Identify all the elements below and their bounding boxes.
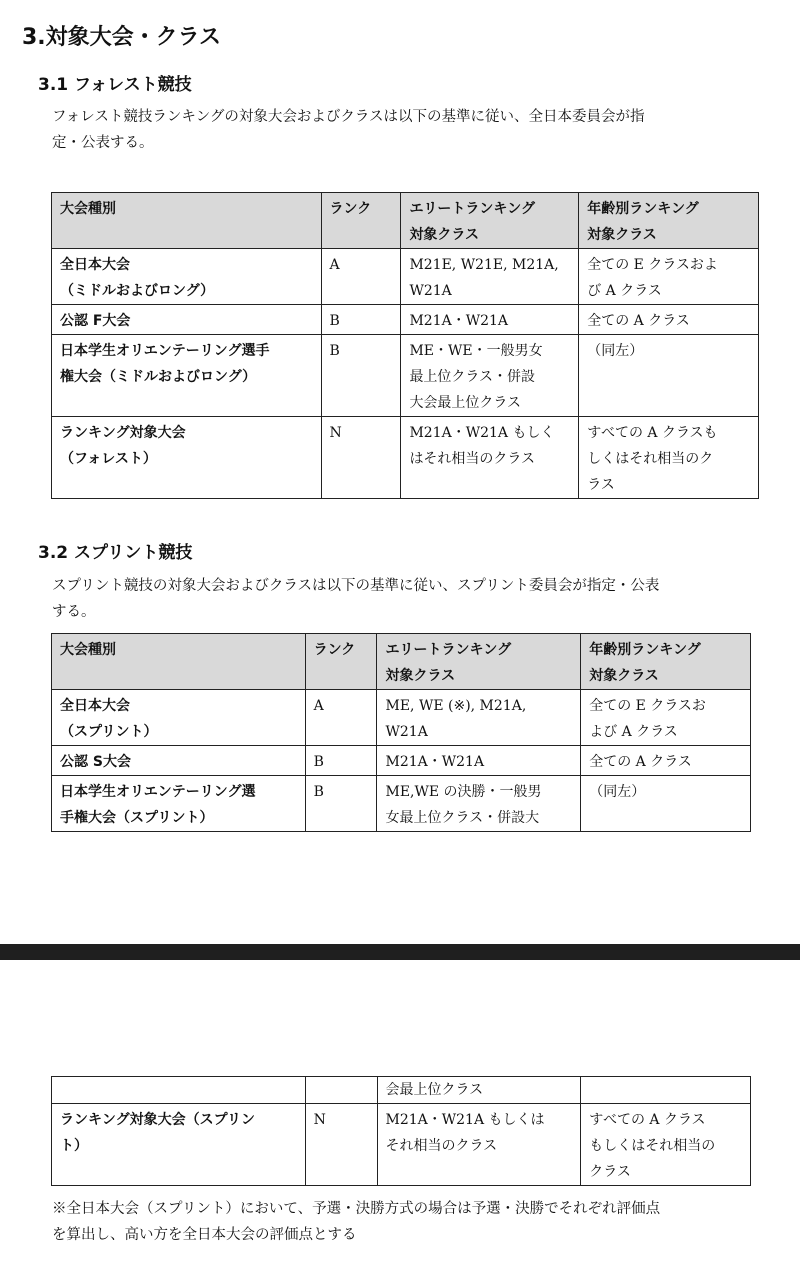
cell-elite: M21A・W21A もしく はそれ相当のクラス (401, 417, 579, 499)
header-elite-classes: エリートランキング 対象クラス (377, 634, 581, 690)
cell-age: （同左） (579, 335, 759, 417)
sprint-description: スプリント競技の対象大会およびクラスは以下の基準に従い、スプリント委員会が指定・公表 する。 (52, 578, 660, 620)
header-age-classes: 年齢別ランキング 対象クラス (581, 634, 751, 690)
cell-elite: ME, WE (※), M21A, W21A (377, 690, 581, 746)
sprint-table-continued (51, 1076, 751, 1186)
cell-elite: ME・WE・一般男女 最上位クラス・併設 大会最上位クラス (401, 335, 579, 417)
cell-elite: M21A・W21A (401, 305, 579, 335)
page-break-divider (0, 944, 800, 960)
header-event-type: 大会種別 (52, 193, 322, 249)
table-row (52, 305, 759, 335)
cell-age: すべての A クラス もしくはそれ相当の クラス (581, 1104, 751, 1186)
cell-event: ランキング対象大会 （フォレスト） (52, 417, 322, 499)
header-elite-classes: エリートランキング 対象クラス (401, 193, 579, 249)
cell-rank: B (321, 335, 401, 417)
table-row (52, 746, 751, 776)
cell-event: ランキング対象大会（スプリン ト） (52, 1104, 306, 1186)
cell-rank: A (321, 249, 401, 305)
cell-elite: 会最上位クラス (377, 1077, 581, 1104)
cell-rank: N (321, 417, 401, 499)
cell-elite: M21A・W21A (377, 746, 581, 776)
footnote: ※全日本大会（スプリント）において、予選・決勝方式の場合は予選・決勝でそれぞれ評価点 を算出し、高い方を全日本大会の評価点とする (52, 1201, 661, 1243)
cell-event: 公認 S大会 (52, 746, 306, 776)
cell-rank: B (321, 305, 401, 335)
table-header-row (52, 193, 759, 249)
cell-rank: B (305, 746, 377, 776)
table-row (52, 1104, 751, 1186)
forest-table (51, 192, 759, 499)
cell-elite: ME,WE の決勝・一般男 女最上位クラス・併設大 (377, 776, 581, 832)
table-row (52, 417, 759, 499)
header-age-classes: 年齢別ランキング 対象クラス (579, 193, 759, 249)
header-rank: ランク (305, 634, 377, 690)
cell-rank: A (305, 690, 377, 746)
table-row (52, 690, 751, 746)
header-rank: ランク (321, 193, 401, 249)
cell-rank (305, 1077, 377, 1104)
table-header-row (52, 634, 751, 690)
cell-age: 全ての A クラス (581, 746, 751, 776)
cell-event: 全日本大会 （スプリント） (52, 690, 306, 746)
cell-event (52, 1077, 306, 1104)
forest-description: フォレスト競技ランキングの対象大会およびクラスは以下の基準に従い、全日本委員会が指 定・公表する。 (52, 109, 645, 151)
cell-event: 日本学生オリエンテーリング選 手権大会（スプリント） (52, 776, 306, 832)
sprint-table (51, 633, 751, 832)
cell-elite: M21E, W21E, M21A, W21A (401, 249, 579, 305)
cell-rank: B (305, 776, 377, 832)
cell-age: 全ての E クラスお よび A クラス (581, 690, 751, 746)
table-row (52, 335, 759, 417)
cell-event: 公認 F大会 (52, 305, 322, 335)
cell-rank: N (305, 1104, 377, 1186)
table-row (52, 1077, 751, 1104)
cell-age: すべての A クラスも しくはそれ相当のク ラス (579, 417, 759, 499)
cell-age: 全ての E クラスおよ び A クラス (579, 249, 759, 305)
section-title: 3.対象大会・クラス (22, 25, 222, 50)
sprint-heading: 3.2 スプリント競技 (38, 543, 193, 563)
table-row (52, 776, 751, 832)
table-row (52, 249, 759, 305)
cell-age: 全ての A クラス (579, 305, 759, 335)
cell-event: 全日本大会 （ミドルおよびロング） (52, 249, 322, 305)
cell-age (581, 1077, 751, 1104)
cell-elite: M21A・W21A もしくは それ相当のクラス (377, 1104, 581, 1186)
cell-event: 日本学生オリエンテーリング選手 権大会（ミドルおよびロング） (52, 335, 322, 417)
forest-heading: 3.1 フォレスト競技 (38, 75, 192, 95)
cell-age: （同左） (581, 776, 751, 832)
header-event-type: 大会種別 (52, 634, 306, 690)
